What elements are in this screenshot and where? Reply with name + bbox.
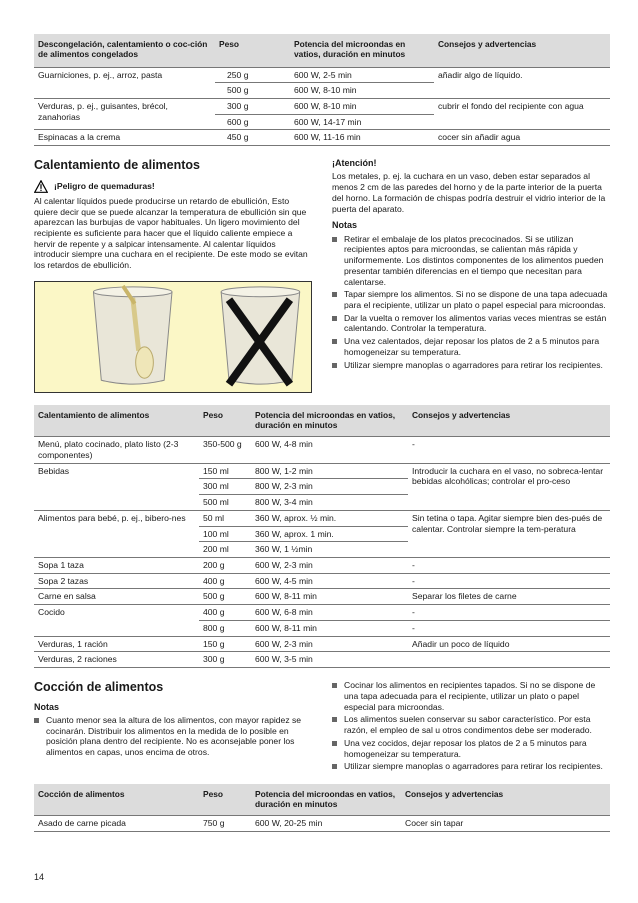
table-header: Cocción de alimentos bbox=[34, 784, 199, 816]
table-cell: 600 W, 4-8 min bbox=[251, 437, 408, 463]
list-item: Tapar siempre los alimentos. Si no se dispone de una tapa adecuada para el recipiente, utilizar un plato o papel especial para microondas. bbox=[332, 289, 610, 310]
table-row bbox=[34, 463, 610, 479]
table-cell: - bbox=[408, 573, 610, 589]
page-content bbox=[34, 34, 610, 832]
list-item: Una vez cocidos, dejar reposar los platos de 2 a 5 minutos para homogeneizar su temperatura. bbox=[332, 738, 610, 759]
table-row bbox=[34, 130, 610, 146]
table-header: Potencia del microondas en vatios, duración en minutos bbox=[251, 405, 408, 437]
table-cell: 250 g bbox=[215, 67, 290, 83]
cooking-section bbox=[34, 680, 610, 774]
section-title: Calentamiento de alimentos bbox=[34, 158, 201, 173]
list-item: Cuanto menor sea la altura de los alimentos, con mayor rapidez se cocinarán. Distribuir los alimentos en la medida de lo posible en posición plana dentro del recipiente. No es aconsejable poner los alimentos en capas, unos encima de otros. bbox=[34, 715, 312, 758]
table-cell: Añadir un poco de líquido bbox=[408, 636, 610, 652]
table-cell: 150 ml bbox=[199, 463, 251, 479]
table-cell: 300 g bbox=[215, 98, 290, 114]
table-cell: 600 g bbox=[215, 114, 290, 130]
table-cell: 50 ml bbox=[199, 510, 251, 526]
list-item: Retirar el embalaje de los platos precocinados. Si se utilizan recipientes aptos para microondas, se calientan más rápida y uniformemente. Los distintos componentes de los alimentos pueden presentar también diferencias en el tiempo que necesitan para calentarse. bbox=[332, 234, 610, 288]
list-item: Dar la vuelta o remover los alimentos varias veces mientras se están calentando. Controlar la temperatura. bbox=[332, 313, 610, 334]
table-row bbox=[34, 589, 610, 605]
table-cell: cubrir el fondo del recipiente con agua bbox=[434, 98, 610, 129]
table-header: Peso bbox=[215, 34, 290, 67]
table-cell: 600 W, 8-10 min bbox=[290, 83, 434, 99]
table-cell: Menú, plato cocinado, plato listo (2-3 componentes) bbox=[34, 437, 199, 463]
table-cell: 400 g bbox=[199, 573, 251, 589]
table-cell: Asado de carne picada bbox=[34, 816, 199, 832]
table-row bbox=[34, 510, 610, 526]
table-header: Descongelación, calentamiento o coc-ción de alimentos congelados bbox=[34, 34, 215, 67]
table-cell: 500 g bbox=[215, 83, 290, 99]
table-cell: 600 W, 8-10 min bbox=[290, 98, 434, 114]
attention-text: Los metales, p. ej. la cuchara en un vaso, deben estar separados al menos 2 cm de las paredes del horno y de la parte interior de la puerta del horno. La formación de chispas podría destruir el vidrio interior de la puerta del aparato. bbox=[332, 171, 606, 214]
cooking-table bbox=[34, 784, 610, 832]
table-cell: 450 g bbox=[215, 130, 290, 146]
table-cell: - bbox=[408, 437, 610, 463]
table-cell: Carne en salsa bbox=[34, 589, 199, 605]
heating-table bbox=[34, 405, 610, 668]
notes-title: Notas bbox=[332, 220, 358, 231]
table-header: Consejos y advertencias bbox=[434, 34, 610, 67]
table-cell: Cocer sin tapar bbox=[401, 816, 610, 832]
table-cell: 600 W, 8-11 min bbox=[251, 620, 408, 636]
list-item: Utilizar siempre manoplas o agarradores para retirar los recipientes. bbox=[332, 761, 610, 772]
table-cell: Alimentos para bebé, p. ej., bibero-nes bbox=[34, 510, 199, 557]
table-cell: Introducir la cuchara en el vaso, no sobreca-lentar bebidas alcohólicas; controlar el pro-ceso bbox=[408, 463, 610, 510]
table-cell: 800 W, 2-3 min bbox=[251, 479, 408, 495]
heating-right-column bbox=[332, 158, 610, 393]
table-cell: 360 W, aprox. ½ min. bbox=[251, 510, 408, 526]
table-cell: 150 g bbox=[199, 636, 251, 652]
notes-list bbox=[332, 234, 610, 371]
table-row bbox=[34, 816, 610, 832]
table-cell: 800 W, 3-4 min bbox=[251, 495, 408, 511]
table-cell: 600 W, 11-16 min bbox=[290, 130, 434, 146]
table-cell: Sopa 2 tazas bbox=[34, 573, 199, 589]
table-row bbox=[34, 636, 610, 652]
table-cell: 600 W, 6-8 min bbox=[251, 605, 408, 621]
frozen-foods-table bbox=[34, 34, 610, 146]
table-cell: Espinacas a la crema bbox=[34, 130, 215, 146]
section-title: Cocción de alimentos bbox=[34, 680, 164, 695]
table-row bbox=[34, 98, 610, 114]
table-cell: Bebidas bbox=[34, 463, 199, 510]
heating-left-column bbox=[34, 158, 312, 393]
table-cell: 300 ml bbox=[199, 479, 251, 495]
table-cell: Cocido bbox=[34, 605, 199, 636]
table-header: Consejos y advertencias bbox=[401, 784, 610, 816]
table-cell: Separar los filetes de carne bbox=[408, 589, 610, 605]
table-row bbox=[34, 605, 610, 621]
table-cell: 500 ml bbox=[199, 495, 251, 511]
notes-title: Notas bbox=[34, 701, 60, 712]
table-cell: 600 W, 2-3 min bbox=[251, 557, 408, 573]
glass-icon bbox=[35, 282, 311, 392]
table-cell: 600 W, 8-11 min bbox=[251, 589, 408, 605]
table-cell: Sopa 1 taza bbox=[34, 557, 199, 573]
table-cell: - bbox=[408, 620, 610, 636]
warning-triangle-icon bbox=[34, 180, 48, 193]
table-cell: Verduras, 1 ración bbox=[34, 636, 199, 652]
table-cell: 100 ml bbox=[199, 526, 251, 542]
table-cell: añadir algo de líquido. bbox=[434, 67, 610, 98]
table-cell: 400 g bbox=[199, 605, 251, 621]
table-cell: 500 g bbox=[199, 589, 251, 605]
cooking-left-column bbox=[34, 680, 312, 774]
table-header: Peso bbox=[199, 784, 251, 816]
table-row bbox=[34, 652, 610, 668]
table-cell: cocer sin añadir agua bbox=[434, 130, 610, 146]
table-cell: 350-500 g bbox=[199, 437, 251, 463]
table-cell: 360 W, 1 ½min bbox=[251, 542, 408, 558]
table-row bbox=[34, 67, 610, 83]
list-item: Cocinar los alimentos en recipientes tapados. Si no se dispone de una tapa adecuada para el recipiente, utilizar un plato o papel especial para microondas. bbox=[332, 680, 610, 712]
table-row bbox=[34, 573, 610, 589]
notes-list bbox=[34, 715, 312, 758]
table-header: Potencia del microondas en vatios, duración en minutos bbox=[251, 784, 401, 816]
table-cell: 800 g bbox=[199, 620, 251, 636]
table-cell: Guarniciones, p. ej., arroz, pasta bbox=[34, 67, 215, 98]
table-cell: 750 g bbox=[199, 816, 251, 832]
table-cell: Verduras, 2 raciones bbox=[34, 652, 199, 668]
table-header: Peso bbox=[199, 405, 251, 437]
table-cell: 600 W, 2-5 min bbox=[290, 67, 434, 83]
table-cell: 600 W, 14-17 min bbox=[290, 114, 434, 130]
page-number: 14 bbox=[34, 872, 45, 882]
table-row bbox=[34, 437, 610, 463]
table-cell: Verduras, p. ej., guisantes, brécol, zanahorias bbox=[34, 98, 215, 129]
attention-title: ¡Atención! bbox=[332, 158, 377, 169]
table-cell: 800 W, 1-2 min bbox=[251, 463, 408, 479]
table-cell: 360 W, aprox. 1 min. bbox=[251, 526, 408, 542]
table-cell bbox=[408, 652, 610, 668]
table-cell: 600 W, 3-5 min bbox=[251, 652, 408, 668]
warning-title: ¡Peligro de quemaduras! bbox=[54, 180, 155, 191]
table-header: Calentamiento de alimentos bbox=[34, 405, 199, 437]
table-cell: 600 W, 20-25 min bbox=[251, 816, 401, 832]
list-item: Utilizar siempre manoplas o agarradores para retirar los recipientes. bbox=[332, 360, 610, 371]
table-cell: 200 ml bbox=[199, 542, 251, 558]
table-cell: 300 g bbox=[199, 652, 251, 668]
glass-spoon-illustration bbox=[34, 281, 312, 393]
table-row bbox=[34, 557, 610, 573]
warning-text: Al calentar líquidos puede producirse un retardo de ebullición, Esto quiere decir que se puede alcanzar la temperatura de ebullición sin que aparezcan las burbujas de vapor habituales. Un ligero movimiento del recipiente es suficiente para hacer que el líquido caliente empiece a hervir de repente y a salpicar intensamente. Al calentar líquidos introducir siempre una cuchara en el recipiente. De este modo se evitan los retardos de ebullición. bbox=[34, 195, 308, 271]
heating-section bbox=[34, 158, 610, 393]
table-cell: - bbox=[408, 557, 610, 573]
table-header: Consejos y advertencias bbox=[408, 405, 610, 437]
list-item: Una vez calentados, dejar reposar los platos de 2 a 5 minutos para homogeneizar su temperatura. bbox=[332, 336, 610, 357]
table-cell: 200 g bbox=[199, 557, 251, 573]
table-cell: 600 W, 4-5 min bbox=[251, 573, 408, 589]
table-header: Potencia del microondas en vatios, duración en minutos bbox=[290, 34, 434, 67]
warning-heading bbox=[34, 180, 312, 193]
table-cell: 600 W, 2-3 min bbox=[251, 636, 408, 652]
table-cell: - bbox=[408, 605, 610, 621]
cooking-right-column bbox=[332, 680, 610, 774]
list-item: Los alimentos suelen conservar su sabor característico. Por esta razón, el empleo de sal u otros condimentos debe ser moderado. bbox=[332, 714, 610, 735]
notes-list bbox=[332, 680, 610, 772]
table-cell: Sin tetina o tapa. Agitar siempre bien des-pués de calentar. Controlar siempre la tem-peratura bbox=[408, 510, 610, 557]
